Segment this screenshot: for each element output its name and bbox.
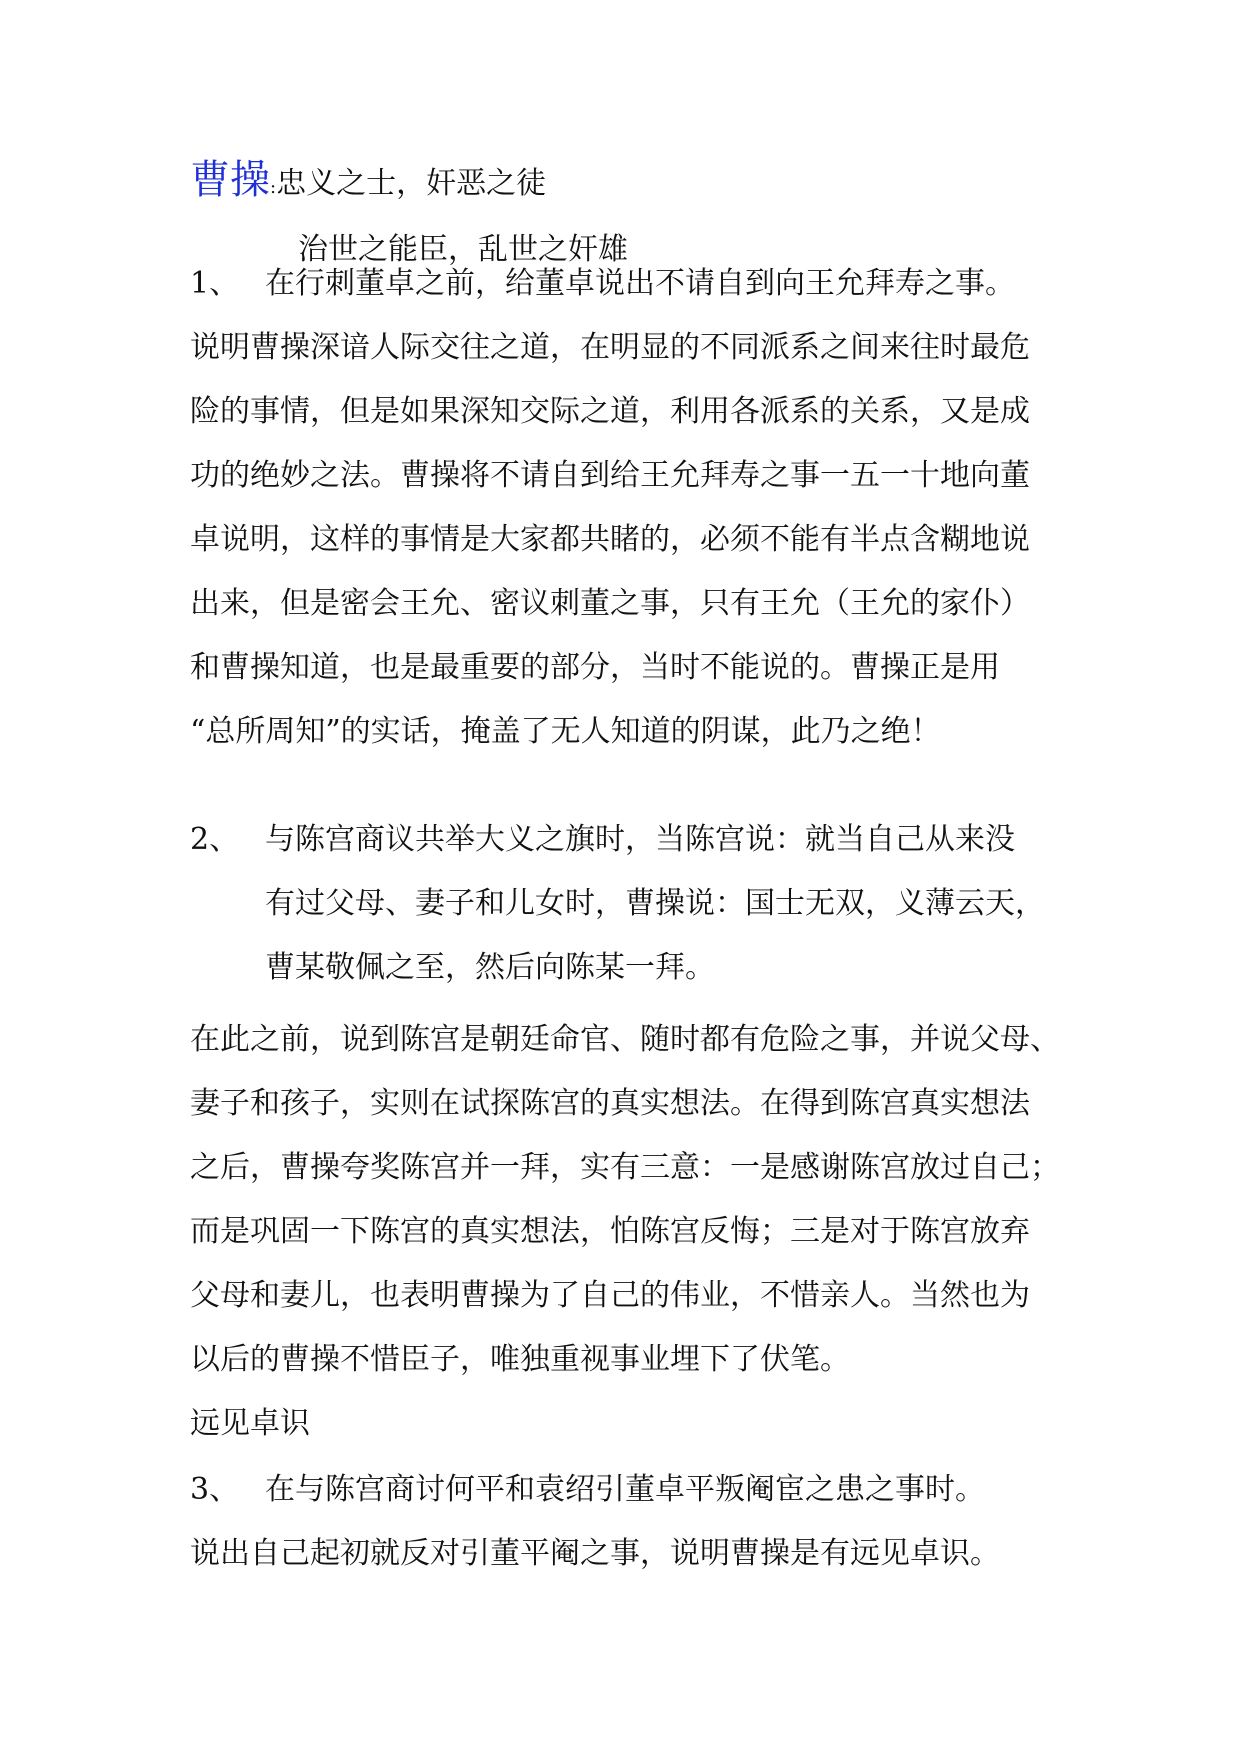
list-number: 1、: [190, 266, 240, 301]
paragraph-line: 而是巩固一下陈宫的真实想法，怕陈宫反悔；三是对于陈宫放弃: [190, 1214, 1030, 1249]
paragraph-line: 和曹操知道，也是最重要的部分，当时不能说的。曹操正是用: [190, 650, 1000, 685]
paragraph-line: 以后的曹操不惜臣子，唯独重视事业埋下了伏笔。: [190, 1342, 850, 1377]
paragraph-line: 险的事情，但是如果深知交际之道，利用各派系的关系，又是成: [190, 394, 1030, 429]
list-text: 在与陈宫商讨何平和袁绍引董卓平叛阉宦之患之事时。: [265, 1472, 985, 1507]
title-line: [190, 157, 547, 208]
list-text-line: 曹某敬佩之至，然后向陈某一拜。: [265, 950, 715, 985]
list-item-2: [190, 808, 1241, 1000]
list-item-3: [190, 1458, 1241, 1522]
paragraph-line: 在此之前，说到陈宫是朝廷命官、随时都有危险之事，并说父母、: [190, 1022, 1060, 1057]
list-number: 2、: [190, 822, 240, 857]
list-text: [265, 808, 1241, 1000]
paragraph-line: 功的绝妙之法。曹操将不请自到给王允拜寿之事一五一十地向董: [190, 458, 1030, 493]
title-text: 忠义之士，奸恶之徒: [276, 166, 547, 201]
list-item-1: [190, 252, 1241, 316]
subtitle-line: 治世之能臣，乱世之奸雄: [298, 232, 628, 267]
paragraph-line: 父母和妻儿，也表明曹操为了自己的伟业，不惜亲人。当然也为: [190, 1278, 1030, 1313]
paragraph-line: “总所周知”的实话，掩盖了无人知道的阴谋，此乃之绝！: [190, 714, 941, 749]
paragraph-3: 说出自己起初就反对引董平阉之事，说明曹操是有远见卓识。: [190, 1536, 1000, 1571]
paragraph-line: 妻子和孩子，实则在试探陈宫的真实想法。在得到陈宫真实想法: [190, 1086, 1030, 1121]
title-name: 曹操: [190, 157, 270, 203]
paragraph-2: [190, 1008, 1070, 1392]
paragraph-line: 出来，但是密会王允、密议刺董之事，只有王允（王允的家仆）: [190, 586, 1030, 621]
list-number: 3、: [190, 1472, 240, 1507]
list-text: 在行刺董卓之前，给董卓说出不请自到向王允拜寿之事。: [265, 266, 1015, 301]
paragraph-line: 说明曹操深谙人际交往之道，在明显的不同派系之间来往时最危: [190, 330, 1030, 365]
section-heading: 远见卓识: [190, 1406, 310, 1441]
paragraph-1: [190, 316, 1070, 764]
paragraph-line: 卓说明，这样的事情是大家都共睹的，必须不能有半点含糊地说: [190, 522, 1030, 557]
list-text-line: 有过父母、妻子和儿女时，曹操说：国士无双，义薄云天，: [265, 886, 1045, 921]
list-text-line: 与陈宫商议共举大义之旗时，当陈宫说：就当自己从来没: [265, 822, 1015, 857]
title-colon: :: [270, 177, 277, 198]
paragraph-line: 之后，曹操夸奖陈宫并一拜，实有三意：一是感谢陈宫放过自己；: [190, 1150, 1060, 1185]
